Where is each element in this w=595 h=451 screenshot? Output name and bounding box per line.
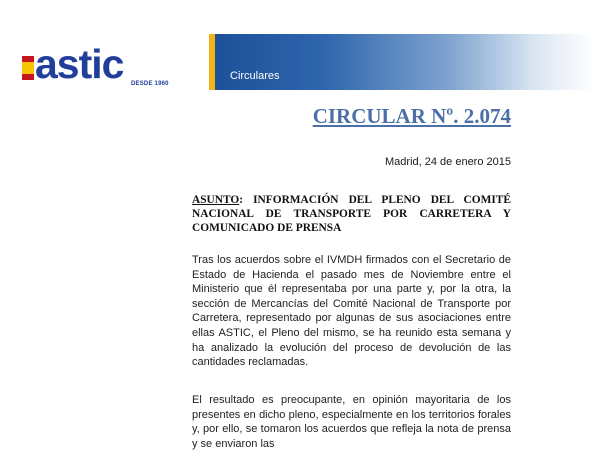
subject-label: ASUNTO — [192, 194, 240, 206]
spain-flag-icon — [22, 56, 34, 80]
body-paragraph-2: El resultado es preocupante, en opinión mayoritaria de los presentes en dicho pleno, especialmente en los territorios forales y, por ello, se tomaron los acuerdos que refleja la nota de prensa y se enviaron las — [192, 394, 511, 450]
circular-date: Madrid, 24 de enero 2015 — [385, 156, 511, 168]
circular-title: CIRCULAR Nº. 2.074 — [312, 104, 511, 128]
body-paragraph-1: Tras los acuerdos sobre el IVMDH firmados con el Secretario de Estado de Hacienda el pasado mes de Noviembre entre el Ministerio que él representaba por una parte y, por la otra, la sección de Mercancías del Comité Nacional de Transporte por Carretera, representado por algunas de sus asociaciones entre ellas ASTIC, el Pleno del mismo, se ha reunido esta semana y ha analizado la evolución del proceso de devolución de las cantidades reclamadas. — [192, 254, 511, 369]
logo-since: DESDE 1960 — [131, 81, 169, 87]
banner-accent-stripe — [209, 34, 215, 90]
subject-text: : INFORMACIÓN DEL PLENO DEL COMITÉ NACIONAL DE TRANSPORTE POR CARRETERA Y COMUNICADO DE PRENSA — [192, 194, 511, 234]
logo-wordmark: astic — [35, 41, 124, 87]
banner-label: Circulares — [230, 70, 280, 82]
subject-heading — [192, 193, 511, 235]
astic-logo — [22, 41, 172, 94]
